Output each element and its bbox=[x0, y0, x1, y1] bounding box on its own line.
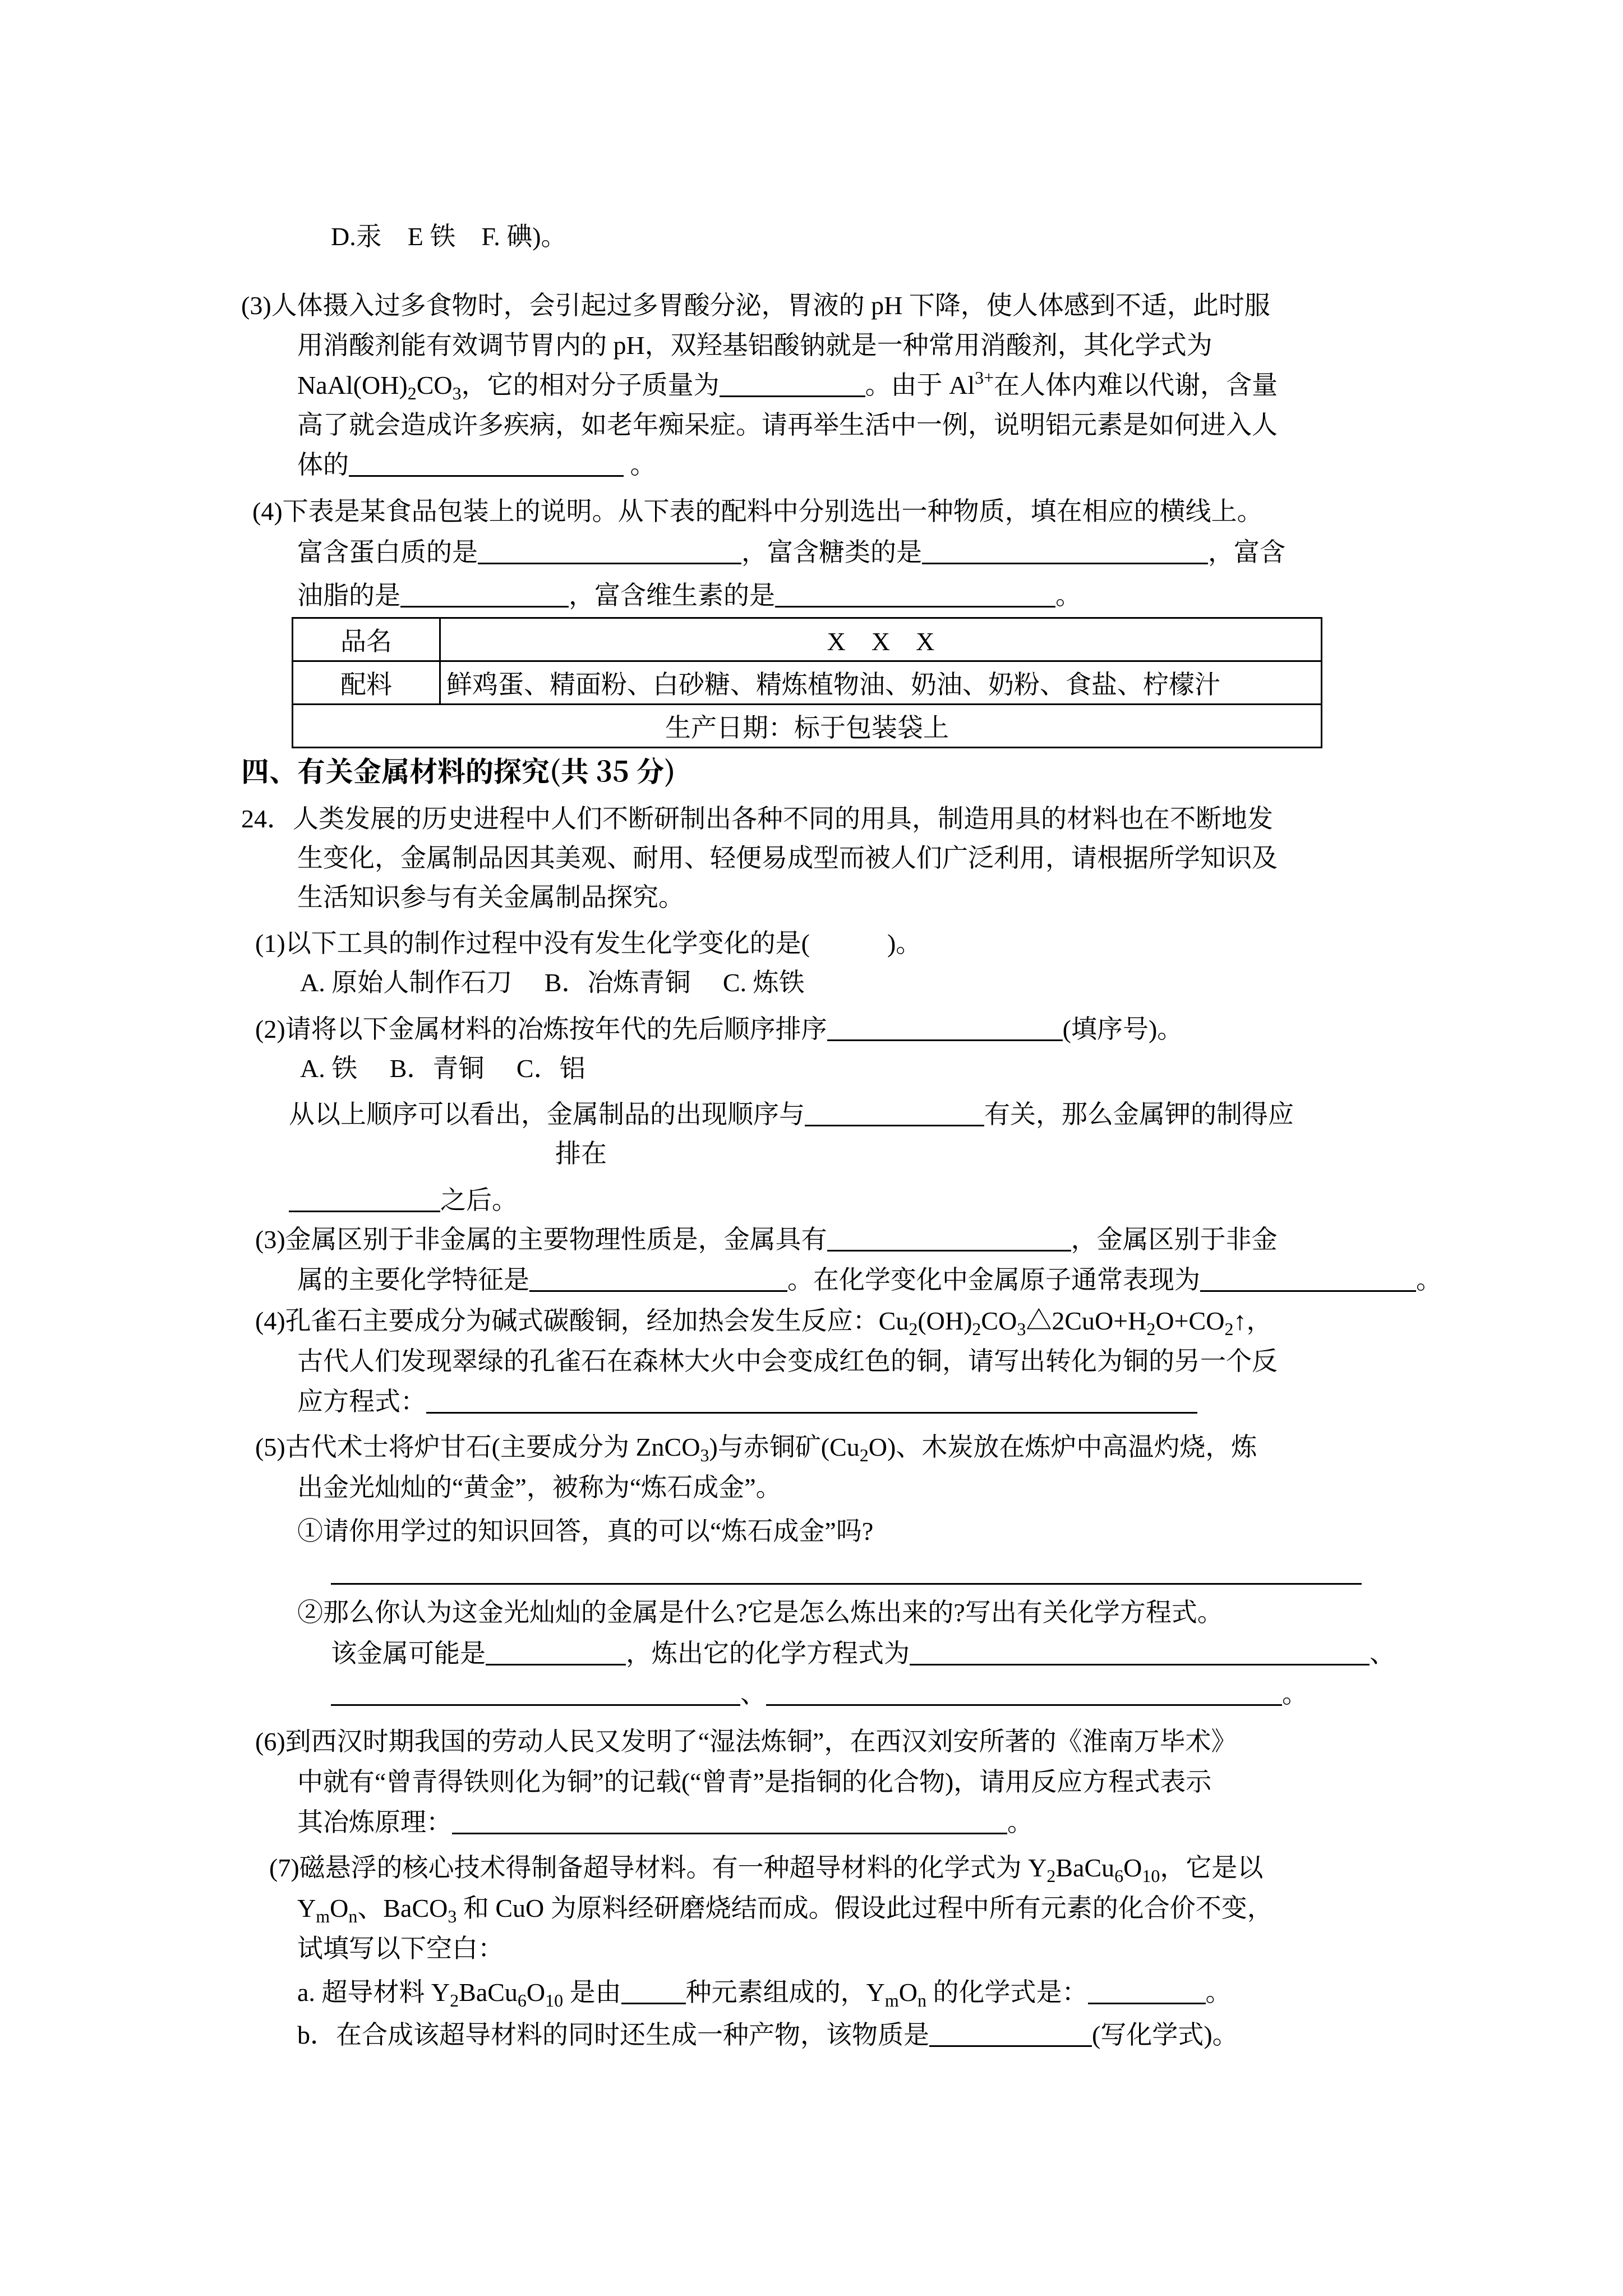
q23-p3-line3: $NaAl(OH)_2CO_3$，它的相对分子质量为 。由于 $Al^{3+}$在人体内难以代谢，含量 bbox=[297, 367, 1278, 403]
smelting-equation-blank[interactable] bbox=[766, 1680, 1282, 1706]
q24-p6-line3: 其冶炼原理： 。 bbox=[297, 1808, 1033, 1837]
q23-p3-line4: 高了就会造成许多疾病，如老年痴呆症。请再举生活中一例，说明铝元素是如何进入人 bbox=[297, 411, 1278, 439]
metal-order-blank[interactable] bbox=[827, 1015, 1063, 1041]
food-label-table bbox=[292, 617, 1322, 748]
atom-behavior-blank[interactable] bbox=[1200, 1266, 1416, 1292]
vitamin-blank[interactable] bbox=[775, 581, 1055, 608]
table-row bbox=[293, 661, 1322, 705]
q24-intro-line3: 生活知识参与有关金属制品探究。 bbox=[297, 883, 684, 912]
q23-p4-line3: 油脂的是 ，富含维生素的是 。 bbox=[297, 581, 1081, 610]
q24-p2-line1: (2)请将以下金属材料的冶炼按年代的先后顺序排序 (填序号)。 bbox=[255, 1015, 1183, 1043]
chemical-feature-blank[interactable] bbox=[529, 1266, 787, 1292]
q24-p7-line2: $Y_mO_n$、BaCO$_3$ 和 CuO 为原料经研磨烧结而成。假设此过程中所有元素的化合价不变， bbox=[297, 1894, 1273, 1926]
table-row bbox=[293, 705, 1322, 748]
copper-equation-blank[interactable] bbox=[426, 1387, 1197, 1414]
relative-molecular-mass-blank[interactable] bbox=[720, 371, 865, 397]
q24-p5-q1: ①请你用学过的知识回答，真的可以“炼石成金”吗? bbox=[297, 1517, 874, 1545]
q23-p3-line2: 用消酸剂能有效调节胃内的 pH，双羟基铝酸钠就是一种常用消酸剂，其化学式为 bbox=[297, 331, 1212, 360]
smelting-equation-blank[interactable] bbox=[331, 1680, 740, 1706]
q23-p2-options-end: D.汞 E 铁 F. 碘)。 bbox=[331, 222, 567, 251]
q24-p2-line4: 之后。 bbox=[289, 1184, 518, 1217]
production-date: 生产日期：标于包装袋上 bbox=[293, 705, 1322, 748]
q24-p6-line2: 中就有“曾青得铁则化为铜”的记载(“曾青”是指铜的化合物)，请用反应方程式表示 bbox=[297, 1768, 1212, 1796]
ingredients-value: 鲜鸡蛋、精面粉、白砂糖、精炼植物油、奶油、奶粉、食盐、柠檬汁 bbox=[440, 661, 1322, 705]
q24-p4-line1: (4)孔雀石主要成分为碱式碳酸铜，经加热会发生反应：$Cu_2(OH)_2CO_3\triangle 2CuO+H_2O+CO_2↑$， bbox=[255, 1306, 1272, 1339]
q24-intro-line1: 24．人类发展的历史进程中人们不断研制出各种不同的用具，制造用具的材料也在不断地发 bbox=[241, 804, 1273, 833]
sugar-blank[interactable] bbox=[922, 538, 1208, 564]
q24-p4-line2: 古代人们发现翠绿的孔雀石在森林大火中会变成红色的铜，请写出转化为铜的另一个反 bbox=[297, 1347, 1278, 1375]
q24-p6-line1: (6)到西汉时期我国的劳动人民又发明了“湿法炼铜”，在西汉刘安所著的《淮南万毕术》 bbox=[255, 1727, 1237, 1756]
protein-blank[interactable] bbox=[478, 538, 741, 564]
ingredients-label: 配料 bbox=[293, 661, 440, 705]
q24-p7-line3: 试填写以下空白： bbox=[297, 1934, 504, 1963]
answer-line[interactable] bbox=[331, 1583, 1362, 1585]
q24-p7-a: a. 超导材料 $Y_2BaCu_6O_{10}$ 是由 种元素组成的，$Y_mO_n$ 的化学式是： 。 bbox=[297, 1978, 1232, 2010]
potassium-order-blank[interactable] bbox=[289, 1186, 440, 1212]
physical-property-blank[interactable] bbox=[827, 1225, 1071, 1251]
order-reason-blank[interactable] bbox=[805, 1100, 984, 1126]
q24-p5-line1: (5)古代术士将炉甘石(主要成分为 ZnCO$_3$)与赤铜矿$(Cu_2O)$、木炭放在炼炉中高温灼烧，炼 bbox=[255, 1433, 1257, 1465]
q23-p4-line2: 富含蛋白质的是 ，富含糖类的是 ，富含 bbox=[297, 538, 1285, 567]
q24-p3-line2: 属的主要化学特征是 。在化学变化中金属原子通常表现为 。 bbox=[297, 1266, 1442, 1294]
q24-p5-line2: 出金光灿灿的“黄金”，被称为“炼石成金”。 bbox=[297, 1473, 782, 1502]
aluminum-intake-blank[interactable] bbox=[349, 450, 624, 477]
element-count-blank[interactable] bbox=[621, 1978, 686, 2004]
q24-p3-line1: (3)金属区别于非金属的主要物理性质是，金属具有 ，金属区别于非金 bbox=[255, 1225, 1278, 1254]
q24-p7-b: b．在合成该超导材料的同时还生成一种产物，该物质是 (写化学式)。 bbox=[297, 2021, 1238, 2049]
table-row bbox=[293, 618, 1322, 661]
byproduct-formula-blank[interactable] bbox=[929, 2021, 1092, 2047]
q24-p2-line3: 排在 bbox=[555, 1139, 607, 1168]
smelting-equation-blank[interactable] bbox=[910, 1639, 1370, 1665]
section-title: 四、有关金属材料的探究(共 35 分) bbox=[241, 749, 676, 790]
q23-p4-line1: (4)下表是某食品包装上的说明。从下表的配料中分别选出一种物质，填在相应的横线上。 bbox=[252, 497, 1263, 526]
q24-p5-q2-line2: 、 。 bbox=[331, 1677, 1308, 1711]
q24-intro-line2: 生变化，金属制品因其美观、耐用、轻便易成型而被人们广泛利用，请根据所学知识及 bbox=[297, 844, 1278, 872]
q24-p7-line1: (7)磁悬浮的核心技术得制备超导材料。有一种超导材料的化学式为 $Y_2BaCu_6O_{10}$，它是以 bbox=[269, 1853, 1264, 1886]
metal-name-blank[interactable] bbox=[486, 1639, 626, 1665]
oxide-formula-blank[interactable] bbox=[1088, 1978, 1206, 2004]
q24-p2-options: A. 铁 B．青铜 C．铝 bbox=[300, 1054, 585, 1083]
product-name-label: 品名 bbox=[293, 618, 440, 661]
fat-blank[interactable] bbox=[400, 581, 569, 608]
q23-p3-line5: 体的 。 bbox=[297, 450, 656, 479]
q23-p3-line1: (3)人体摄入过多食物时，会引起过多胃酸分泌，胃液的 pH 下降，使人体感到不适，此时服 bbox=[241, 291, 1270, 320]
product-name-value: X X X bbox=[440, 618, 1322, 661]
q24-p4-line3: 应方程式： bbox=[297, 1385, 1197, 1419]
q24-p5-q2: ②那么你认为这金光灿灿的金属是什么?它是怎么炼出来的?写出有关化学方程式。 bbox=[297, 1598, 1223, 1627]
wet-copper-equation-blank[interactable] bbox=[452, 1808, 1007, 1834]
q24-p5-q2-line1: 该金属可能是 ，炼出它的化学方程式为 、 bbox=[331, 1639, 1395, 1668]
q24-p1-options: A. 原始人制作石刀 B．冶炼青铜 C. 炼铁 bbox=[300, 968, 805, 997]
q24-p1-line1: (1)以下工具的制作过程中没有发生化学变化的是( )。 bbox=[255, 929, 922, 958]
q24-p2-line2: 从以上顺序可以看出，金属制品的出现顺序与 有关，那么金属钾的制得应 bbox=[289, 1100, 1294, 1129]
